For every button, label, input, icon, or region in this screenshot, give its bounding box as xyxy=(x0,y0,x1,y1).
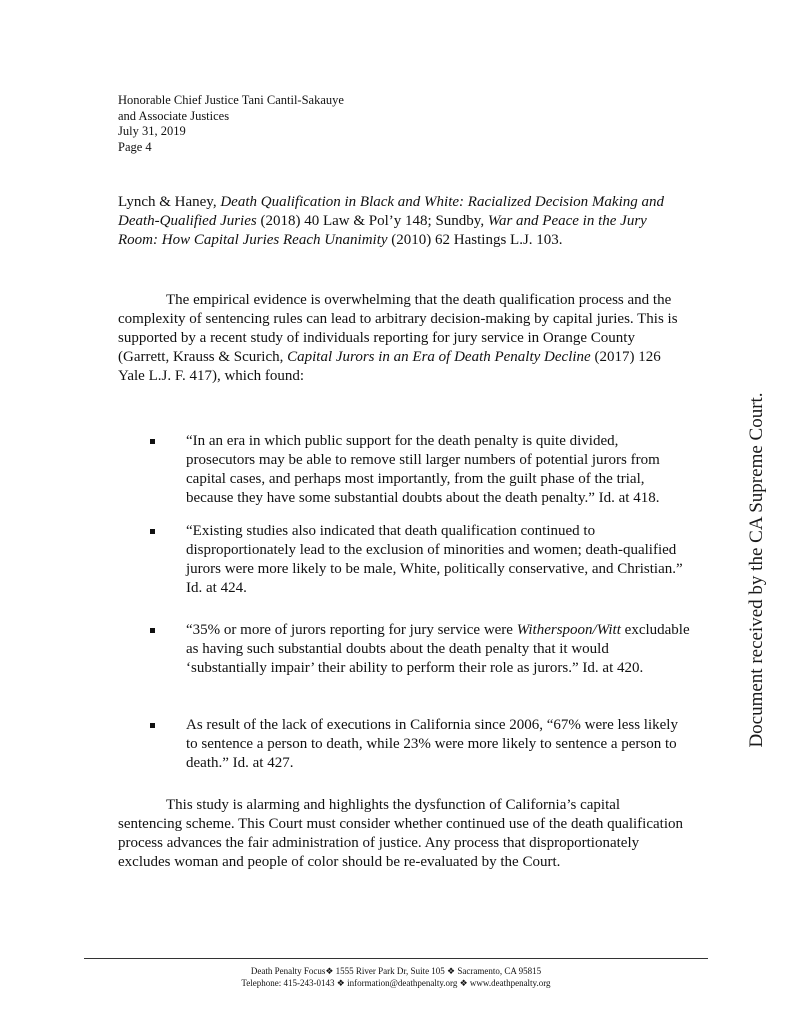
letterhead xyxy=(118,93,344,155)
finding-item xyxy=(150,432,690,508)
footer-contact: Telephone: 415-243-0143 ❖ information@deathpenalty.org ❖ www.deathpenalty.org xyxy=(241,978,551,988)
conclusion-text: This study is alarming and highlights the dysfunction of California’s capital sentencing scheme. This Court must consider whether continued use of the death qualification process advances the fair administration of justice. Any process that disproportionately excludes woman and people of color should be re-evaluated by the Court. xyxy=(118,797,683,870)
evidence-text: (2017) 126 Yale L.J. F. 417), which found: xyxy=(118,349,661,384)
citation-text: (2010) 62 Hastings L.J. 103. xyxy=(387,232,563,248)
citation-text: (2018) 40 Law & Pol’y 148; Sundby, xyxy=(256,213,488,229)
citation-title: Death Qualification in Black and White: Racialized Decision Making and Death-Qualified Juries xyxy=(118,194,665,229)
bullet-icon xyxy=(150,628,155,633)
finding-list xyxy=(150,432,690,508)
citation-paragraph xyxy=(118,193,684,250)
case-name: Witherspoon/Witt xyxy=(516,622,621,638)
finding-text: excludable as having such substantial doubts about the death penalty that it would ‘substantially impair’ their ability to perform their role as jurors.” Id. at 420. xyxy=(186,622,690,676)
finding-text: “Existing studies also indicated that death qualification continued to disproportionately lead to the exclusion of minorities and women; death-qualified jurors were more likely to be male, White, politically conservative, and Christian.” Id. at 424. xyxy=(186,523,683,596)
finding-list xyxy=(150,522,690,598)
study-title: Capital Jurors in an Era of Death Penalty Decline xyxy=(287,349,591,365)
receipt-stamp-text: Document received by the CA Supreme Court. xyxy=(746,392,767,748)
bullet-icon xyxy=(150,529,155,534)
citation-title: War and Peace in the Jury Room: How Capital Juries Reach Unanimity xyxy=(118,213,647,248)
evidence-paragraph xyxy=(118,291,684,386)
footer xyxy=(84,965,708,989)
bullet-icon xyxy=(150,439,155,444)
conclusion-paragraph xyxy=(118,796,684,872)
footer-divider xyxy=(84,958,708,959)
page-number: Page 4 xyxy=(118,139,152,154)
finding-list xyxy=(150,716,690,773)
letter-date: July 31, 2019 xyxy=(118,124,186,138)
finding-item xyxy=(150,716,690,773)
evidence-text: The empirical evidence is overwhelming that the death qualification process and the complexity of sentencing rules can lead to arbitrary decision-making by capital juries. This is supported by a recent study of individuals reporting for jury service in Orange County (Garrett, Krauss & Scurich, xyxy=(118,292,678,365)
citation-text: Lynch & Haney, xyxy=(118,194,221,210)
addressee-line-2: and Associate Justices xyxy=(118,108,230,123)
bullet-icon xyxy=(150,723,155,728)
addressee-line: Honorable Chief Justice Tani Cantil-Sakauye xyxy=(118,93,344,107)
finding-list xyxy=(150,621,690,678)
finding-text: “35% or more of jurors reporting for jury service were xyxy=(186,622,517,638)
finding-item xyxy=(150,621,690,678)
finding-text: As result of the lack of executions in California since 2006, “67% were less likely to sentence a person to death, while 23% were more likely to sentence a person to death.” Id. at 427. xyxy=(186,717,678,771)
footer-address: Death Penalty Focus❖ 1555 River Park Dr, Suite 105 ❖ Sacramento, CA 95815 xyxy=(250,966,542,976)
finding-item xyxy=(150,522,690,598)
finding-text: “In an era in which public support for the death penalty is quite divided, prosecutors may be able to remove still larger numbers of potential jurors from capital cases, and perhaps most importantly, from the guilt phase of the trial, because they have some substantial doubts about the death penalty.” Id. at 418. xyxy=(186,433,660,506)
receipt-stamp xyxy=(742,360,772,780)
